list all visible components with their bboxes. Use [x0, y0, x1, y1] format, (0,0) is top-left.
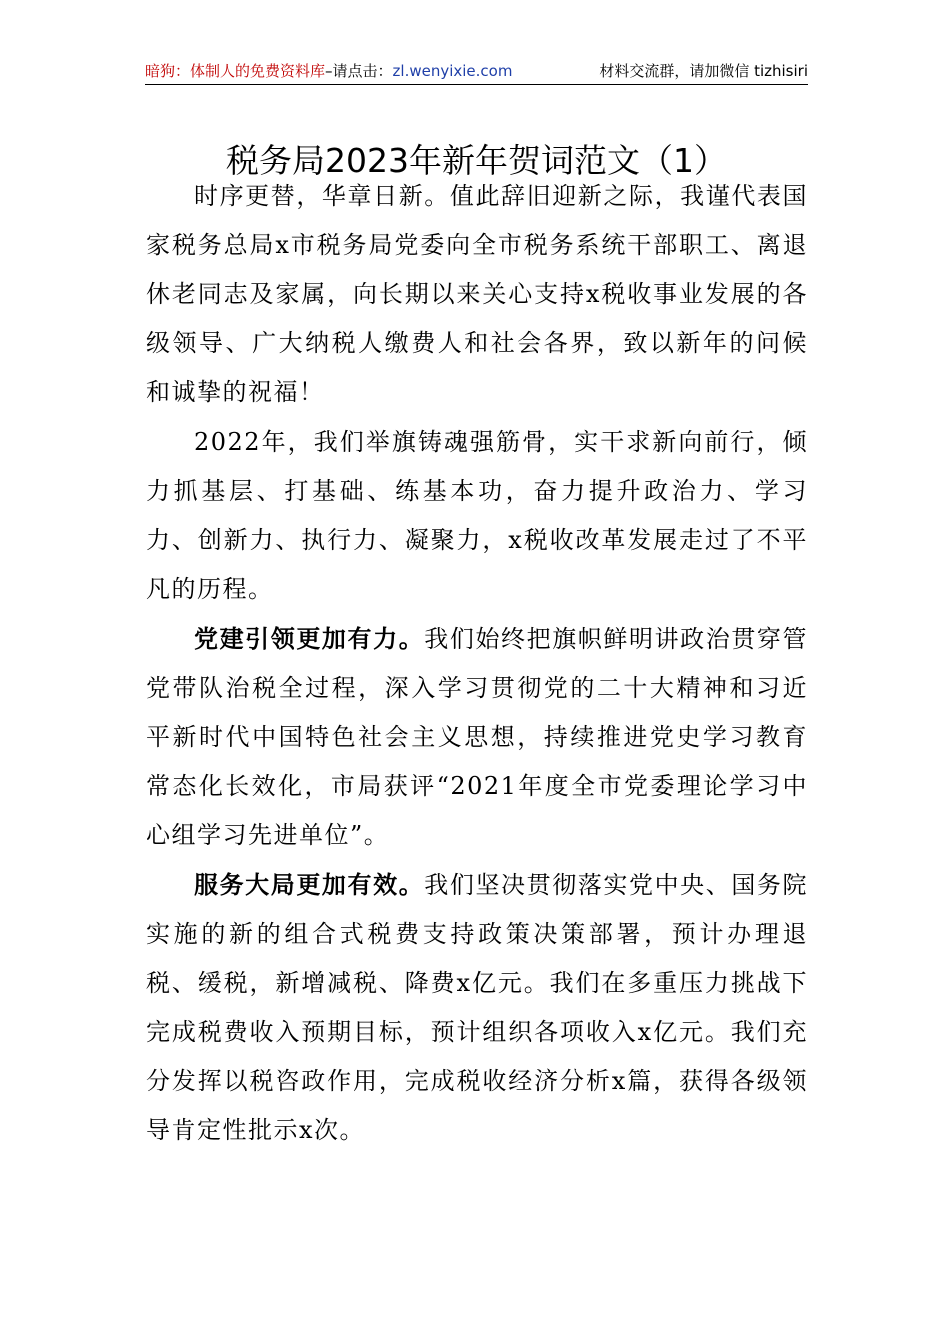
paragraph — [146, 615, 808, 860]
paragraph-text: 2022年，我们举旗铸魂强筋骨，实干求新向前行，倾力抓基层、打基础、练基本功，奋力提升政治力、学习力、创新力、执行力、凝聚力，x税收改革发展走过了不平凡的历程。 — [146, 428, 808, 603]
header-divider — [145, 84, 808, 85]
paragraph — [146, 172, 808, 417]
header-right-text: 材料交流群，请加微信 tizhisiri — [599, 62, 808, 80]
paragraph-lead: 党建引领更加有力。 — [194, 625, 425, 653]
header-link-prefix: –请点击： — [325, 62, 393, 80]
paragraph-text: 时序更替，华章日新。值此辞旧迎新之际，我谨代表国家税务总局x市税务局党委向全市税务系统干部职工、离退休老同志及家属，向长期以来关心支持x税收事业发展的各级领导、广大纳税人缴费人和社会各界，致以新年的问候和诚挚的祝福！ — [146, 182, 808, 406]
document-title: 税务局2023年新年贺词范文（1） — [226, 141, 727, 180]
header-brand: 暗狗：体制人的免费资料库 — [145, 62, 326, 80]
header-link[interactable]: zl.wenyixie.com — [392, 62, 513, 80]
paragraph — [146, 418, 808, 614]
paragraph — [146, 861, 808, 1155]
paragraph-lead: 服务大局更加有效。 — [194, 871, 425, 899]
page-header — [145, 58, 808, 84]
document-body — [146, 172, 808, 1155]
paragraph-text: 我们始终把旗帜鲜明讲政治贯穿管党带队治税全过程，深入学习贯彻党的二十大精神和习近平新时代中国特色社会主义思想，持续推进党史学习教育常态化长效化，市局获评“2021年度全市党委理论学习中心组学习先进单位”。 — [146, 625, 809, 849]
paragraph-text: 我们坚决贯彻落实党中央、国务院实施的新的组合式税费支持政策决策部署，预计办理退税、缓税，新增减税、降费x亿元。我们在多重压力挑战下完成税费收入预期目标，预计组织各项收入x亿元。我们充分发挥以税咨政作用，完成税收经济分析x篇，获得各级领导肯定性批示x次。 — [146, 871, 809, 1144]
